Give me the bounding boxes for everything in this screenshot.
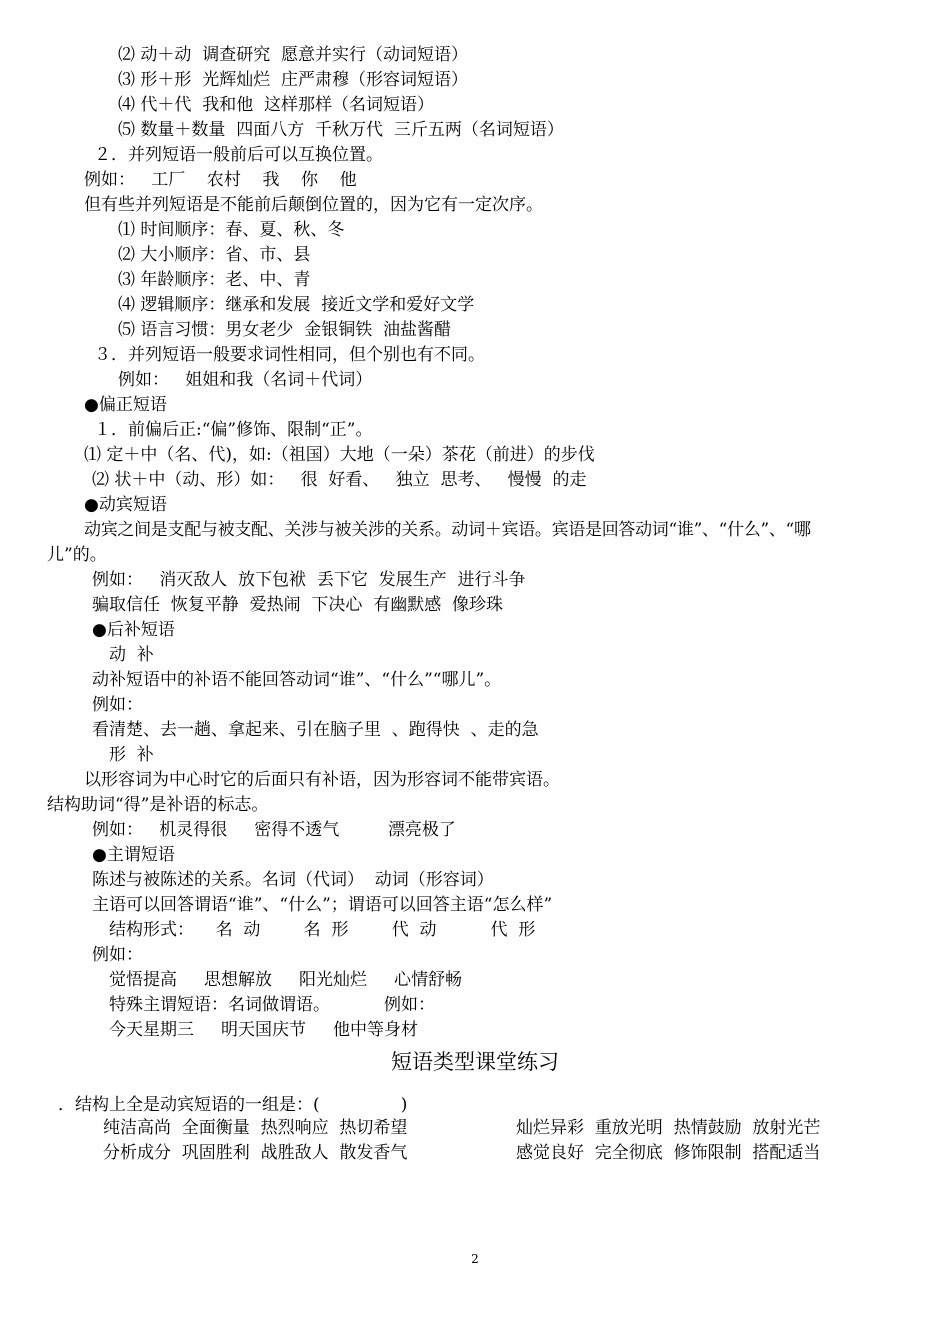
text-line: 但有些并列短语是不能前后颠倒位置的，因为它有一定次序。 xyxy=(84,195,543,215)
text-line: 陈述与被陈述的关系。名词（代词） 动词（形容词） xyxy=(92,870,494,890)
text-line: 例如： xyxy=(92,945,143,965)
text-line: 看清楚、去一趟、拿起来、引在脑子里 、跑得快 、走的急 xyxy=(92,720,539,740)
text-line: 今天星期三 明天国庆节 他中等身材 xyxy=(109,1020,419,1040)
text-line: ⑴ 时间顺序：春、夏、秋、冬 xyxy=(118,220,345,240)
text-line: ⑴ 定＋中（名、代)，如:（祖国）大地（一朵）茶花（前进）的步伐 xyxy=(84,445,595,465)
text-line: ⑵ 动＋动 调查研究 愿意并实行（动词短语） xyxy=(118,45,469,65)
text-line: 例如： 机灵得很 密得不透气 漂亮极了 xyxy=(92,820,456,840)
section-heading: ●偏正短语 xyxy=(84,395,167,415)
text-line: 结构助词“得”是补语的标志。 xyxy=(47,795,269,815)
section-heading: ●后补短语 xyxy=(92,620,175,640)
text-line: 例如： 工厂 农村 我 你 他 xyxy=(84,170,357,190)
text-line: ⑵ 大小顺序：省、市、县 xyxy=(118,245,311,265)
section-heading: ●动宾短语 xyxy=(84,495,167,515)
text-line: 特殊主谓短语：名词做谓语。 例如： xyxy=(109,995,436,1015)
text-line: 例如： 姐姐和我（名词＋代词） xyxy=(118,370,373,390)
text-line: ３．并列短语一般要求词性相同，但个别也有不同。 xyxy=(94,345,485,365)
text-line: ⑸ 语言习惯：男女老少 金银铜铁 油盐酱醋 xyxy=(118,320,452,340)
text-line: １．前偏后正:“偏”修饰、限制“正”。 xyxy=(94,420,373,440)
text-line: 主语可以回答谓语“谁”、“什么”；谓语可以回答主语“怎么样” xyxy=(92,895,553,915)
text-line: 形 补 xyxy=(109,745,154,765)
text-line: 觉悟提高 思想解放 阳光灿烂 心情舒畅 xyxy=(109,970,463,990)
text-line: ⑸ 数量＋数量 四面八方 千秋万代 三斤五两（名词短语） xyxy=(118,120,564,140)
text-line: ２．并列短语一般前后可以互换位置。 xyxy=(94,145,383,165)
text-line: 骗取信任 恢复平静 爱热闹 下决心 有幽默感 像珍珠 xyxy=(92,595,504,615)
text-line: ⑶ 年龄顺序：老、中、青 xyxy=(118,270,311,290)
text-line: ⑷ 逻辑顺序：继承和发展 接近文学和爱好文学 xyxy=(118,295,475,315)
exercise-title: 短语类型课堂练习 xyxy=(391,1050,559,1074)
text-line: 例如： 消灭敌人 放下包袱 丢下它 发展生产 进行斗争 xyxy=(92,570,526,590)
text-line: 儿”的。 xyxy=(47,545,107,565)
option-left-row-2: 分析成分 巩固胜利 战胜敌人 散发香气 xyxy=(103,1143,408,1163)
text-line: 以形容词为中心时它的后面只有补语，因为形容词不能带宾语。 xyxy=(84,770,560,790)
option-left-row-1: 纯洁高尚 全面衡量 热烈响应 热切希望 xyxy=(103,1118,408,1138)
text-line: 动宾之间是支配与被支配、关涉与被关涉的关系。动词＋宾语。宾语是回答动词“谁”、“什么”、“哪 xyxy=(84,520,811,540)
text-line: ⑷ 代＋代 我和他 这样那样（名词短语） xyxy=(118,95,435,115)
text-line: 例如： xyxy=(92,695,143,715)
section-heading: ●主谓短语 xyxy=(92,845,175,865)
text-line: 动 补 xyxy=(109,645,154,665)
text-line: 结构形式： 名 动 名 形 代 动 代 形 xyxy=(109,920,536,940)
option-right-row-1: 灿烂异彩 重放光明 热情鼓励 放射光芒 xyxy=(516,1118,821,1138)
exercise-question: ．结构上全是动宾短语的一组是：( ) xyxy=(58,1095,408,1115)
text-line: ⑶ 形＋形 光辉灿烂 庄严肃穆（形容词短语） xyxy=(118,70,469,90)
text-line: 动补短语中的补语不能回答动词“谁”、“什么”“哪儿”。 xyxy=(92,670,502,690)
page-number: 2 xyxy=(471,1252,479,1266)
text-line: ⑵ 状＋中（动、形）如： 很 好看、 独立 思考、 慢慢 的走 xyxy=(92,470,587,490)
option-right-row-2: 感觉良好 完全彻底 修饰限制 搭配适当 xyxy=(516,1143,821,1163)
